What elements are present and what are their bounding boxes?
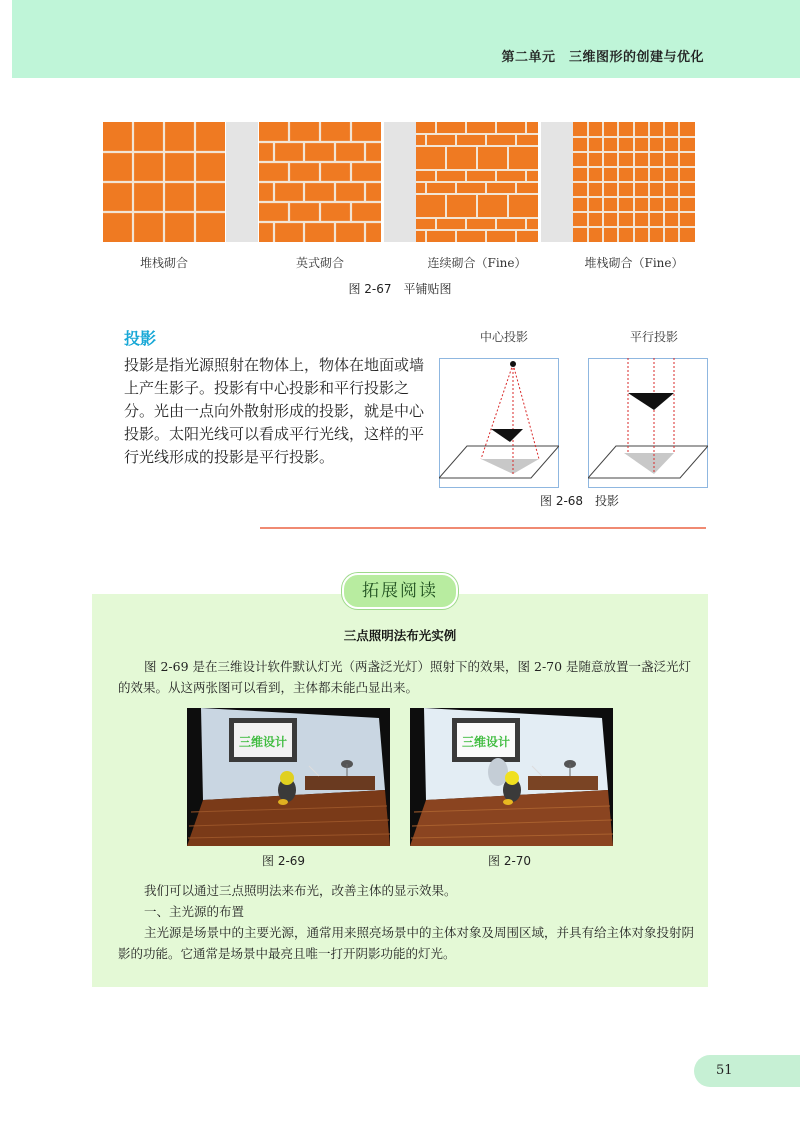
tile-stack-bond-fine [573,122,695,242]
reading-title: 三点照明法布光实例 [343,628,457,643]
central-projection-label: 中心投影 [480,330,529,344]
tile-divider [226,122,258,242]
reading-paragraph: 我们可以通过三点照明法来布光，改善主体的显示效果。 [144,883,457,898]
render-sign-text: 三维设计 [238,735,288,749]
section-body: 投影是指光源照射在物体上，物体在地面或墙上产生影子。投影有中心投影和平行投影之分。光由一点向外散射形成的投影，就是中心投影。太阳光线可以看成平行光线，这样的平行光线形成的投影是平行投影。 [124,356,425,466]
tile-divider [384,122,416,242]
figure-caption: 图 2-67 平铺贴图 [348,282,452,296]
reading-paragraph: 图 2-69 是在三维设计软件默认灯光（两盏泛光灯）照射下的效果，图 2-70 是随意放置一盏泛光灯的效果。从这两张图可以看到，主体都未能凸显出来。 [118,659,692,695]
page-number-tab [694,1055,800,1087]
chapter-title: 第二单元 三维图形的创建与优化 [501,50,704,65]
tile-divider [541,122,573,242]
reading-subheading: 一、主光源的布置 [144,904,245,919]
tile-caption: 英式砌合 [295,256,344,270]
page-number: 51 [716,1063,733,1078]
tile-caption: 堆栈砌合（Fine） [584,256,684,270]
header-band [12,0,800,78]
figure-caption: 图 2-70 [488,854,532,868]
parallel-projection-label: 平行投影 [630,330,679,344]
tile-running-bond-fine [416,122,538,242]
parallel-projection-diagram [588,358,708,488]
render-sign-text: 三维设计 [461,735,511,749]
render-figure-70 [410,708,613,846]
figure-caption: 图 2-69 [262,854,306,868]
section-heading: 投影 [124,329,157,348]
central-projection-diagram [439,358,559,488]
tile-caption: 堆栈砌合 [139,256,188,270]
tile-caption: 连续砌合（Fine） [427,256,527,270]
figure-caption: 图 2-68 投影 [540,494,620,508]
extended-reading-badge: 拓展阅读 [342,573,458,609]
tile-english-bond [259,122,381,242]
divider-line [260,527,706,529]
render-figure-69 [187,708,390,846]
reading-paragraph: 主光源是场景中的主要光源，通常用来照亮场景中的主体对象及周围区域，并具有给主体对象投射阴影的功能。它通常是场景中最亮且唯一打开阴影功能的灯光。 [118,925,695,961]
tile-stack-bond [103,122,225,242]
